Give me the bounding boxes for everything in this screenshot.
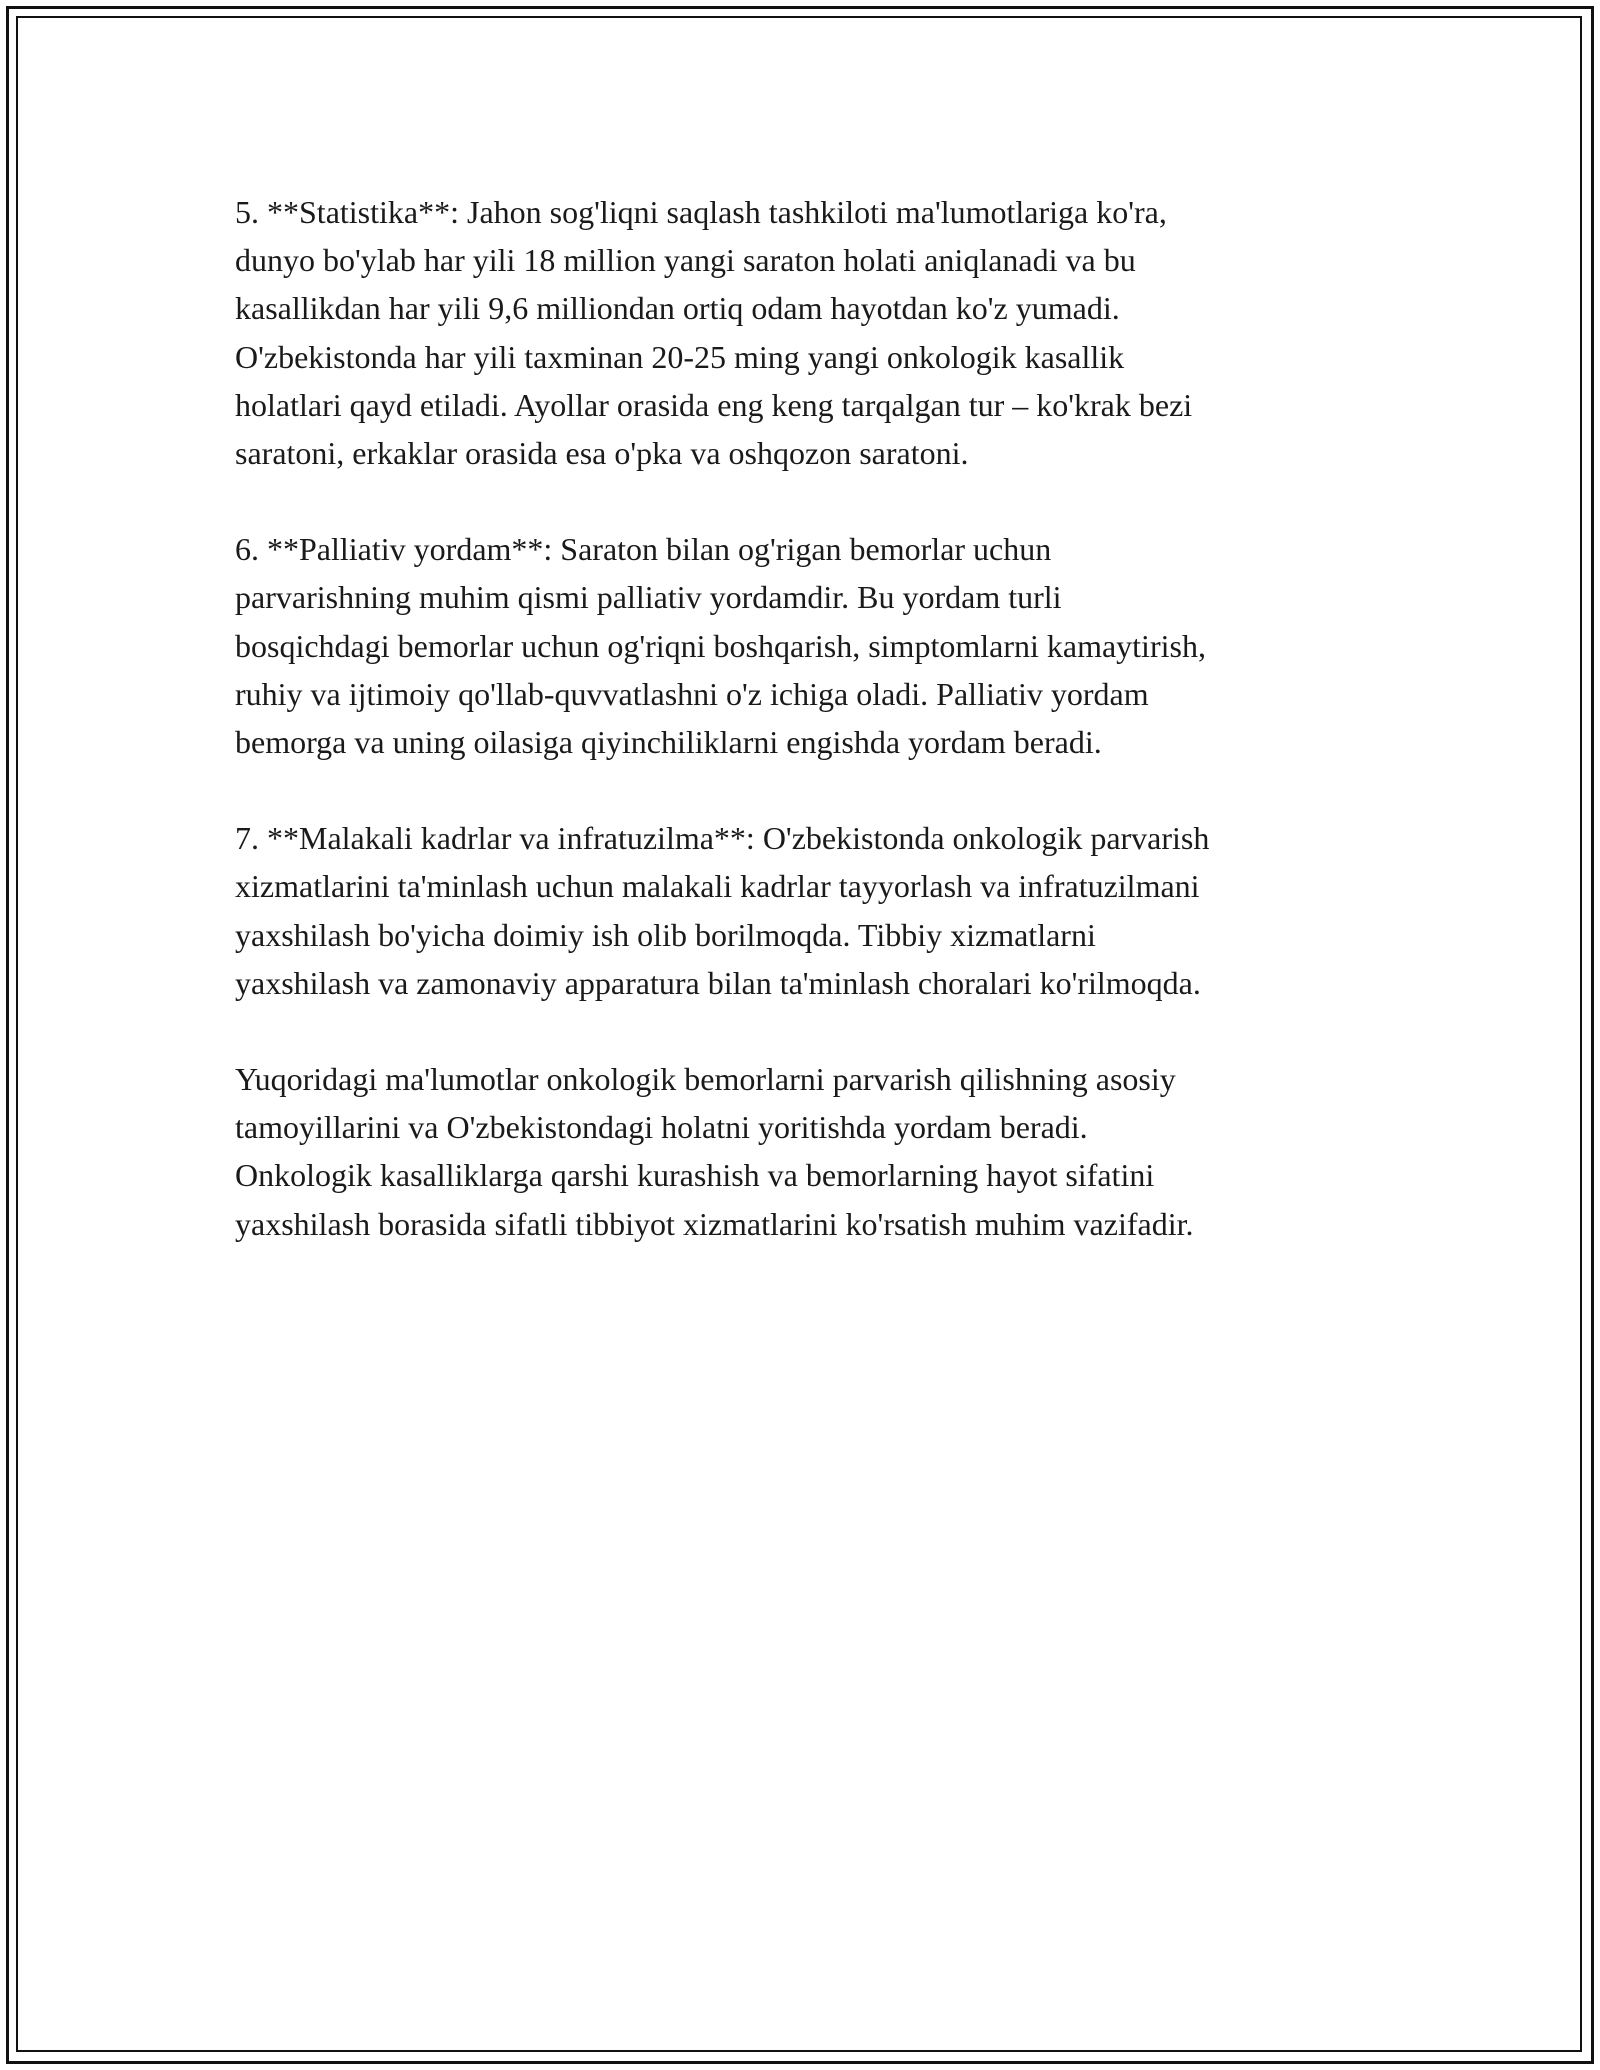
document-body	[235, 188, 1375, 1296]
paragraph-conclusion: Yuqoridagi ma'lumotlar onkologik bemorlarni parvarish qilishning asosiy tamoyillarini va O'zbekistondagi holatni yoritishda yordam beradi. Onkologik kasalliklarga qarshi kurashish va bemorlarning hayot sifatini yaxshilash borasida sifatli tibbiyot xizmatlarini ko'rsatish muhim vazifadir.	[235, 1061, 1194, 1242]
paragraph-palliative-care: 6. **Palliativ yordam**: Saraton bilan og'rigan bemorlar uchun parvarishning muhim qismi palliativ yordamdir. Bu yordam turli bosqichdagi bemorlar uchun og'riqni boshqarish, simptomlarni kamaytirish, ruhiy va ijtimoiy qo'llab-quvvatlashni o'z ichiga oladi. Palliativ yordam bemorga va uning oilasiga qiyinchiliklarni engishda yordam beradi.	[235, 531, 1206, 761]
paragraph-statistics: 5. **Statistika**: Jahon sog'liqni saqlash tashkiloti ma'lumotlariga ko'ra, dunyo bo'ylab har yili 18 million yangi saraton holati aniqlanadi va bu kasallikdan har yili 9,6 milliondan ortiq odam hayotdan ko'z yumadi. O'zbekistonda har yili taxminan 20-25 ming yangi onkologik kasallik holatlari qayd etiladi. Ayollar orasida eng keng tarqalgan tur – ko'krak bezi saratoni, erkaklar orasida esa o'pka va oshqozon saratoni.	[235, 194, 1193, 472]
paragraph-staff-infrastructure: 7. **Malakali kadrlar va infratuzilma**: O'zbekistonda onkologik parvarish xizmatlarini ta'minlash uchun malakali kadrlar tayyorlash va infratuzilmani yaxshilash bo'yicha doimiy ish olib borilmoqda. Tibbiy xizmatlarni yaxshilash va zamonaviy apparatura bilan ta'minlash choralari ko'rilmoqda.	[235, 820, 1210, 1001]
